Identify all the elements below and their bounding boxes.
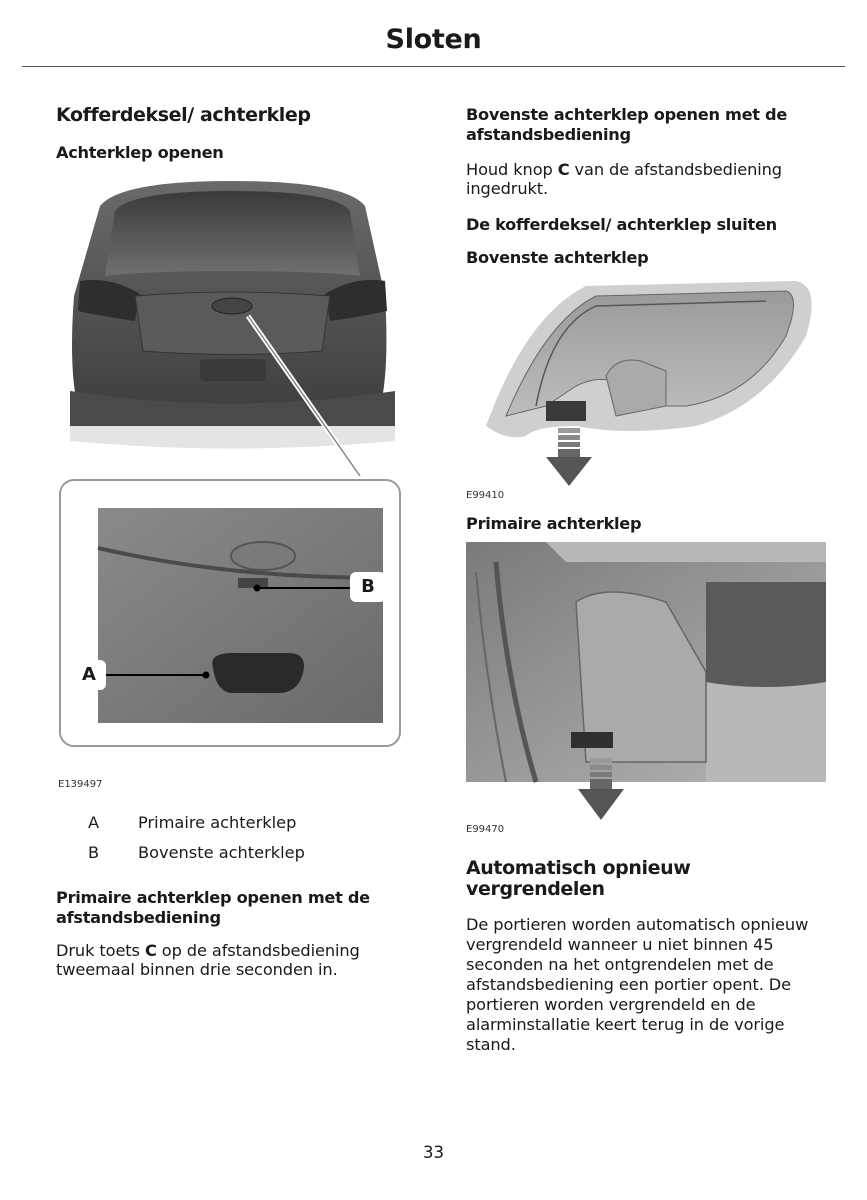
heading-upper-remote-line2: afstandsbediening <box>466 125 631 144</box>
subheading-open-tailgate: Achterklep openen <box>56 143 224 162</box>
heading-auto-relock-line2: vergrendelen <box>466 878 605 900</box>
rear-car-illustration <box>60 176 405 476</box>
primary-remote-body-line1: Druk toets C op de afstandsbediening <box>56 941 360 960</box>
relock-body-line7: stand. <box>466 1035 516 1054</box>
callout-a: A <box>72 660 106 690</box>
figure-code-left: E139497 <box>58 779 103 790</box>
relock-body-line1: De portieren worden automatisch opnieuw <box>466 915 809 934</box>
heading-primary-remote-line1: Primaire achterklep openen met de <box>56 888 370 907</box>
relock-body-line2: vergrendeld wanneer u niet binnen 45 <box>466 935 774 954</box>
heading-upper-remote-line1: Bovenste achterklep openen met de <box>466 105 787 124</box>
upper-tailgate-illustration <box>466 276 826 491</box>
upper-remote-body-line1: Houd knop C van de afstandsbediening <box>466 160 782 179</box>
button-c-key: C <box>144 941 157 960</box>
header-divider <box>22 66 845 67</box>
button-c-key: C <box>557 160 570 179</box>
page-title: Sloten <box>385 24 482 55</box>
relock-body-line6: alarminstallatie keert terug in de vorige <box>466 1015 785 1034</box>
heading-upper-tailgate: Bovenste achterklep <box>466 248 649 267</box>
figure-code-upper: E99410 <box>466 490 505 501</box>
section-heading-tailgate: Kofferdeksel/ achterklep <box>56 104 311 126</box>
figure-code-primary: E99470 <box>466 824 505 835</box>
heading-close-tailgate: De kofferdeksel/ achterklep sluiten <box>466 215 777 234</box>
relock-body-line4: afstandsbediening een portier opent. De <box>466 975 792 994</box>
tailgate-detail-illustration <box>58 478 402 748</box>
relock-body-line3: seconden na het ontgrendelen met de <box>466 955 774 974</box>
legend-key-a: A <box>88 813 100 832</box>
callout-b: B <box>350 572 386 602</box>
legend-key-b: B <box>88 843 100 862</box>
heading-primary-tailgate: Primaire achterklep <box>466 514 642 533</box>
primary-remote-body-line2: tweemaal binnen drie seconden in. <box>56 960 338 979</box>
heading-primary-remote-line2: afstandsbediening <box>56 908 221 927</box>
page-number: 33 <box>423 1143 444 1162</box>
legend-text-b: Bovenste achterklep <box>138 843 305 862</box>
heading-auto-relock-line1: Automatisch opnieuw <box>466 857 691 879</box>
primary-tailgate-illustration <box>466 542 826 824</box>
legend-text-a: Primaire achterklep <box>138 813 297 832</box>
relock-body-line5: portieren worden vergrendeld en de <box>466 995 756 1014</box>
upper-remote-body-line2: ingedrukt. <box>466 179 549 198</box>
